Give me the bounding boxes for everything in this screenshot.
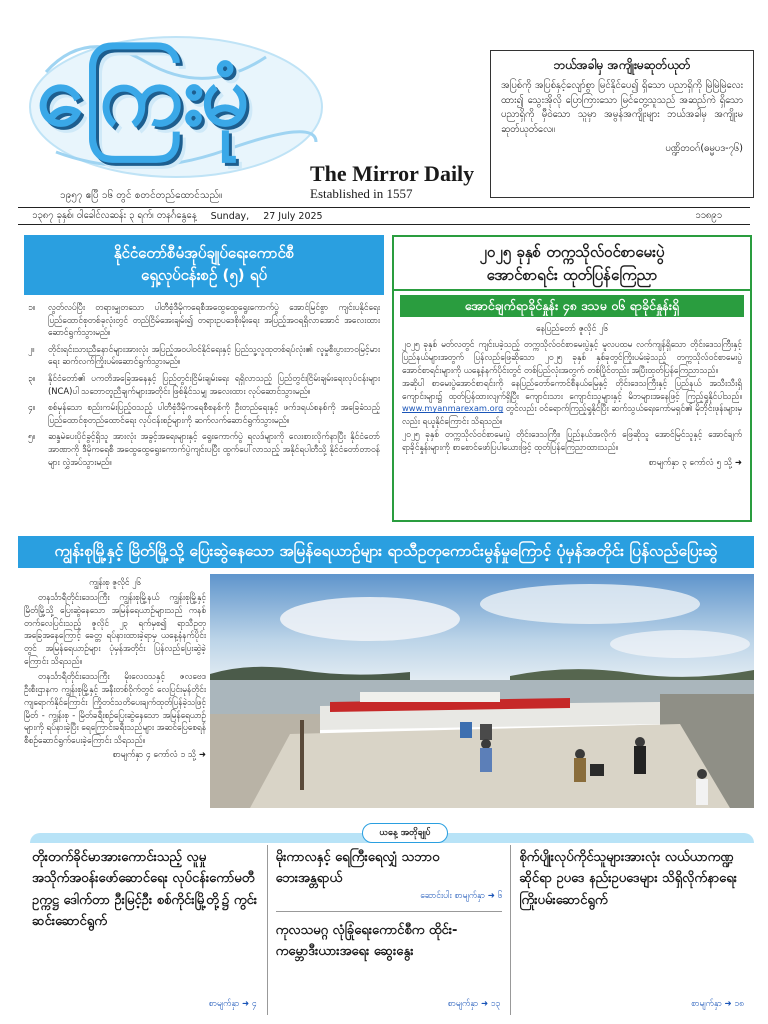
left-story-headline[interactable] bbox=[24, 235, 384, 295]
digest-page-link[interactable]: စာမျက်နှာ ➜ ၄ bbox=[208, 999, 257, 1009]
quote-box bbox=[490, 50, 754, 198]
point-text: စစ်မှန်သော စည်းကမ်းပြည့်ဝသည့် ပါတီစုံဒီမိုကရေစီစနစ်ကို ဦးတည်ရေးနှင့် ဖက်ဒရယ်စနစ်ကို အခြေခံသည့် ပြည်ထောင်စုတည်ထောင်ရေး လုပ်ငန်းစဉ်များကို ဆက်လက်ဆောင်ရွက်သွားမည်။ bbox=[48, 402, 380, 425]
digest-headline: မိုးကာလနှင့် ရေကြီးရေလျှံ သဘာဝဘေးအန္တရာယ် bbox=[275, 850, 440, 887]
list-item bbox=[28, 372, 380, 397]
issue-number: ၁၁၈၉၁ bbox=[695, 210, 722, 221]
list-item bbox=[28, 343, 380, 368]
digest-item[interactable] bbox=[24, 845, 267, 1015]
weekday: Sunday, bbox=[210, 210, 250, 222]
list-item bbox=[28, 430, 380, 468]
para-2-text: အဆိုပါ စာမေးပွဲအောင်စာရင်းကို နေပြည်တော်ကောင်စီနယ်မြေနှင့် တိုင်းဒေသကြီးနှင့် ပြည်နယ် အသီးသီးရှိ ကျောင်းများ၌ ထုတ်ပြန်ထားလျက်ရှိပြီး ကျောင်းသား ကျောင်းသူများနှင့် မိဘများအနေဖြင့် ကြည့်ရှုနိုင်ပါသည်။ bbox=[402, 377, 742, 401]
left-headline-line-1: နိုင်ငံတော်စီမံအုပ်ချုပ်ရေးကောင်စီ bbox=[113, 244, 295, 262]
right-story-para-2 bbox=[402, 377, 742, 428]
digest-item[interactable] bbox=[267, 845, 511, 1015]
point-number: ၃။ bbox=[28, 373, 36, 384]
left-story[interactable] bbox=[24, 235, 384, 522]
digest-label: ယနေ့ အတိုချုပ် bbox=[362, 823, 448, 843]
exam-website-link[interactable]: www.myanmarexam.org bbox=[402, 403, 504, 414]
established-line: Established in 1557 bbox=[310, 186, 413, 201]
right-story-headline[interactable] bbox=[394, 237, 750, 291]
list-item bbox=[28, 301, 380, 339]
ferry-story-para-1: တနင်္သာရီတိုင်းဒေသကြီး ကျွန်းစုမြို့နယ် ကျွန်းစုမြို့နှင့် မြိတ်မြို့သို့ ပြေးဆွဲနေသော အမြန်ရေယာဉ်များသည် ကနစ်တက်လေပြင်းသည့် ဇူလိုင် ၂၃ ရက်မှစ၍ ရာသီဥတုအခြေအနေကြောင့် ခေတ္တ ရပ်နားထားခဲ့ရာမှ ယနေ့နံနက်ပိုင်းတွင် အမြန်ရေယာဉ်များ ပုံမှန်အတိုင်း ပြန်လည်ပြေးဆွဲခဲ့ကြောင်း သိရသည်။ bbox=[24, 591, 206, 667]
point-text: လွတ်လပ်ပြီး တရားမျှတသော ပါတီစုံဒီမိုကရေစီအထွေထွေရွေးကောက်ပွဲ အောင်မြင်စွာ ကျင်းပနိုင်ရေး ပြည်ထောင်စုတစ်ခုလုံးတွင် တည်ငြိမ်အေးချမ်း၍ တရားဥပဒေစိုးမိုးရေး အပြည့်အဝရရှိလာအောင် အလေးထားဆောင်ရွက်သွားမည်။ bbox=[48, 302, 380, 338]
quote-title: ဘယ်အခါမှ အကျိုးမဆုတ်ယုတ် bbox=[553, 58, 691, 72]
list-item bbox=[28, 401, 380, 426]
right-story-subhead: အောင်ချက်ရာခိုင်နှုန်း ၄၈ ဒသမ ဝ၆ ရာခိုင်နှုန်းရှိ bbox=[400, 295, 744, 317]
right-headline-line-1: ၂၀၂၅ ခုနှစ် တက္ကသိုလ်ဝင်စာမေးပွဲ bbox=[479, 243, 665, 261]
digest-bar bbox=[30, 823, 754, 843]
point-text: ဆန္ဒမဲပေးပိုင်ခွင့်ရှိသူ အားလုံး အခွင့်အရေးများနှင့် ရွေးကောက်ပွဲ ရလဒ်များကို လေးစားလိုက်နာပြီး နိုင်ငံတော်အာဏာကို ဒီမိုကရေစီ အထွေထွေရွေးကောက်ပွဲကျင်းပပြီး ထွက်ပေါ်လာသည့် အနိုင်ရပါတီသို့ နိုင်ငံတော်တာဝန်များ လွှဲအပ်သွားမည်။ bbox=[48, 431, 380, 467]
digest-section bbox=[24, 845, 754, 1015]
english-date: 27 July 2025 bbox=[263, 210, 323, 222]
right-headline-line-2: အောင်စာရင်း ထုတ်ပြန်ကြေညာ bbox=[486, 265, 658, 284]
ferry-story-body bbox=[24, 576, 206, 808]
digest-headline: ကုလသမဂ္ဂ လုံခြုံရေးကောင်စီက ထိုင်း-ကမ္ဘောဒီးယားအရေး ဆွေးနွေး bbox=[275, 922, 458, 960]
quote-source: ပဏ္ဍိတဝဂ်(ဓမ္မပဒ-၇၆) bbox=[665, 142, 743, 154]
point-number: ၂။ bbox=[28, 343, 35, 354]
right-story-para-1: ၂၀၂၅ ခုနှစ် မတ်လတွင် ကျင်းပခဲ့သည့် တက္ကသိုလ်ဝင်စာမေးပွဲနှင့် မူလပထမ လက်ကျန်ရှိသော တိုင်းဒေသကြီးနှင့် ပြည်နယ်များအတွက် ပြန်လည်ဖြေဆိုသော ၂၀၂၅ ခုနှစ် နှစ်ခုတွင်ကြိုးပမ်းခဲ့သည့် တက္ကသိုလ်ဝင်စာမေးပွဲအောင်စာရင်းများကို ယနေ့နံနက်ပိုင်းတွင် တစ်ပြည်လုံးအတွက် တစ်ပြိုင်တည်း အပြီးထုတ်ပြန်ကြေညာသည်။ bbox=[402, 339, 742, 375]
right-story-dateline: နေပြည်တော် ဇူလိုင် ၂၆ bbox=[536, 324, 608, 334]
right-story-body bbox=[394, 321, 750, 472]
logo-text: ကြေးမုံ bbox=[36, 45, 246, 145]
point-number: ၅။ bbox=[28, 431, 36, 442]
digest-page-link[interactable]: စာမျက်နှာ ➜ ၁၈ bbox=[691, 999, 745, 1009]
ferry-story-dateline: ကျွန်းစု ဇူလိုင် ၂၆ bbox=[89, 577, 141, 587]
digest-page-link[interactable]: ဆောင်းပါး စာမျက်နှာ ➜ ၆ bbox=[420, 890, 503, 901]
continued-link[interactable]: စာမျက်နှာ ၄ ကော်လံ ၁ သို့ ➜ bbox=[112, 750, 206, 761]
ferry-story-para-2: တနင်္သာရီတိုင်းဒေသကြီး မိုးလေဝသနှင့် ဇလဗေဒဦးစီးဌာနက ကျွန်းစုမြို့နှင့် အနီးတစ်ဝိုက်တွင် လေပြင်းမုန်တိုင်းကျရောက်နိုင်ကြောင်း ကြိုတင်သတိပေးချက်ထုတ်ပြန်ခဲ့သဖြင့် မြိတ် - ကျွန်းစု - မြိတ်ခရီးစဉ်ပြေးဆွဲနေသော အမြန်ရေယာဉ်များကို ရပ်နားခဲ့ပြီး ရေကြောင်းခရီးသည်များ အဆင်ပြေစေရန် စီစဉ်ဆောင်ရွက်ပေးခဲ့ကြောင်း သိရသည်။ bbox=[24, 671, 206, 746]
para-2b-text: တွင်လည်း ဝင်ရောက်ကြည့်ရှုနိုင်ပြီး ဆက်သွယ်ရေးကော်မရှင်၏ မိုဘိုင်းဖုန်းများမှလည်း ရယူနိုင်ကြောင်း သိရသည်။ bbox=[402, 403, 742, 427]
harbor-scene bbox=[210, 574, 754, 808]
mirror-daily-title: The Mirror Daily bbox=[310, 161, 475, 186]
digest-item[interactable] bbox=[510, 845, 754, 1015]
right-story[interactable] bbox=[392, 235, 752, 522]
points-list bbox=[24, 295, 384, 468]
digest-headline: စိုက်ပျိုးလုပ်ကိုင်သူများအားလုံး လယ်ယာကဏ္ဍ ဆိုင်ရာ ဥပဒေ နည်းဥပဒေများ သိရှိလိုက်နာရေး ကြိုးပမ်းဆောင်ရွက် bbox=[519, 850, 737, 908]
point-number: ၁။ bbox=[28, 302, 36, 312]
dateline-bar bbox=[18, 207, 750, 225]
left-headline-line-2: ရှေ့လုပ်ငန်းစဉ် (၅) ရပ် bbox=[140, 265, 268, 284]
point-text: နိုင်ငံတော်၏ ပကတိအခြေအနေနှင့် ပြည်တွင်းငြိမ်းချမ်းရေး ရရှိလာသည့် ပြည်တွင်းငြိမ်းချမ်းရေးလုပ်ငန်းများ (NCA)ပါ သဘောတူညီချက်များအတိုင်း ဖြစ်နိုင်သမျှ အလေးထား လုပ်ဆောင်သွားမည်။ bbox=[48, 373, 380, 396]
digest-headline: တိုးတက်ခိုင်မာအားကောင်းသည့် လူမှုအသိုက်အဝန်းဖော်ဆောင်ရေး လုပ်ငန်းကော်မတီ ဥက္ကဋ္ဌ ဒေါက်တာ ဦးမြင့်ဦး စစ်ကိုင်းမြို့တို့၌ ကွင်းဆင်းဆောင်ရွက် bbox=[32, 850, 258, 930]
ferry-story-headline[interactable]: ကျွန်းစုမြို့နှင့် မြိတ်မြို့သို့ ပြေးဆွဲနေသော အမြန်ရေယာဉ်များ ရာသီဥတုကောင်းမွန်မှုကြောင့် ပုံမှန်အတိုင်း ပြန်လည်ပြေးဆွဲ bbox=[18, 536, 754, 568]
ferry-photo[interactable] bbox=[210, 574, 754, 808]
point-number: ၄။ bbox=[28, 402, 36, 413]
founded-line: ၁၉၅၇ ဧပြီ ၁၆ တွင် စတင်တည်ထောင်သည်။ bbox=[60, 190, 223, 201]
point-text: တိုင်းရင်းသားညီနောင်များအားလုံး အပြည့်အဝပါဝင်နိုင်ရေးနှင့် ပြည်သူ့လူထုတစ်ရပ်လုံး၏ လူမှုစီးပွားဘဝမြင့်မားရေး ဆက်လက်ကြိုးပမ်းဆောင်ရွက်သွားမည်။ bbox=[48, 343, 380, 367]
continued-link[interactable]: စာမျက်နှာ ၃ ကော်လံ ၅ သို့ ➜ bbox=[648, 457, 742, 468]
myanmar-date: ၁၃၈၇ ခုနှစ်၊ ဝါခေါင်လဆန်း ၃ ရက်၊ တနင်္ဂနွေနေ့ bbox=[32, 210, 197, 221]
quote-text: အပြစ်ကို အပြစ်နှင့်လျော်စွာ မြင်နိုင်ပေ၍ ရှိသော ပညာရှိကို မြဲမြဲမြဲလေးထား၍ သွေးအိုလို ပြောကြားသော မြင်တွေ့သူသည် အဆည်ကဲ ရှိသော ပညာရှိကို မှီဝဲသော သူမှာ အမွန်အကျိုးများ ဘယ်အခါမှ အကျိုးမဆုတ်ယုတ်လေ။ bbox=[501, 80, 743, 136]
digest-page-link[interactable]: စာမျက်နှာ ➜ ၁၃ bbox=[447, 999, 501, 1009]
right-story-para-3: ၂၀၂၅ ခုနှစ် တက္ကသိုလ်ဝင်စာမေးပွဲ တိုင်းဒေသကြီး၊ ပြည်နယ်အလိုက် ဖြေဆိုသူ အောင်မြင်သူနှင့် အောင်ချက်ရာခိုင်နှုန်းများကို စာစောင်ဖော်ပြပါယေားဖြင့် ထုတ်ပြန်ကြေညာထားသည်။ bbox=[402, 429, 742, 453]
